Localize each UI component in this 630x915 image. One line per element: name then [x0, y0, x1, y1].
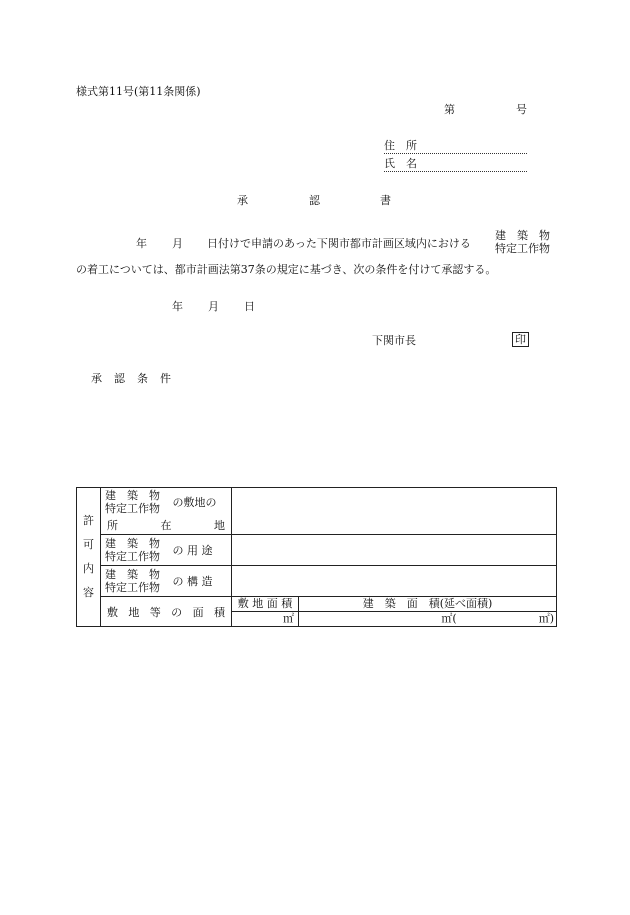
name-field[interactable] [384, 157, 527, 172]
building-area-header: 建 築 面 積(延べ面積) [299, 597, 557, 612]
name-label: 氏 名 [384, 157, 527, 172]
row1-option-building: 建 築 物 [105, 489, 160, 502]
area-char-4: の [171, 605, 183, 619]
area-char-2: 地 [128, 605, 140, 619]
conditions-char-4: 件 [160, 372, 171, 385]
row2-suffix: の 用 途 [171, 535, 232, 566]
title-char-1: 承 [237, 194, 248, 207]
address-field[interactable] [384, 139, 527, 154]
body-line2-text: の着工については、都市計画法第37条の規定に基づき、次の条件を付けて承認する。 [76, 263, 497, 276]
area-char-5: 面 [192, 605, 204, 619]
row3-suffix: の 構 造 [171, 566, 232, 597]
row2-option-special: 特定工作物 [105, 550, 160, 563]
site-area-unit: ㎡ [283, 612, 294, 625]
row1-location-label [101, 516, 232, 535]
row3-option-special: 特定工作物 [105, 581, 160, 594]
floor-area-open: ( [452, 612, 457, 625]
date-year: 年 [172, 300, 183, 313]
permit-content-side-header [77, 488, 101, 627]
seal-text: 印 [512, 332, 529, 347]
area-label [101, 597, 232, 627]
title-char-3: 書 [380, 194, 391, 207]
conditions-char-1: 承 [91, 372, 102, 385]
conditions-char-2: 認 [114, 372, 125, 385]
number-prefix: 第 [444, 103, 455, 116]
side-char-3: 内 [83, 562, 94, 575]
area-char-6: 積 [213, 605, 225, 619]
location-char-1: 所 [107, 519, 118, 532]
side-char-2: 可 [83, 538, 94, 551]
title-char-2: 認 [309, 194, 320, 207]
row1-options [101, 488, 171, 517]
number-suffix: 号 [516, 103, 527, 116]
option-building: 建 築 物 [495, 229, 550, 242]
date-day: 日 [244, 300, 255, 313]
conditions-char-3: 条 [137, 372, 148, 385]
building-area-value[interactable] [299, 612, 557, 627]
body-structure-options [495, 229, 550, 255]
floor-area-close: ㎡) [538, 612, 554, 625]
row3-options [101, 566, 171, 597]
side-char-1: 許 [83, 514, 94, 527]
row2-options [101, 535, 171, 566]
option-special-structure: 特定工作物 [495, 242, 550, 255]
issuer-label: 下関市長 [372, 334, 416, 347]
permit-content-table [76, 487, 557, 627]
site-area-header: 敷 地 面 積 [232, 597, 299, 612]
body-line1-text: 日付けで申請のあった下関市都市計画区域内における [207, 237, 471, 250]
row3-option-building: 建 築 物 [105, 568, 160, 581]
row2-option-building: 建 築 物 [105, 537, 160, 550]
side-char-4: 容 [83, 586, 94, 599]
address-label: 住 所 [384, 139, 527, 154]
location-char-2: 在 [160, 519, 172, 532]
date-month: 月 [208, 300, 219, 313]
usage-value[interactable] [232, 535, 557, 566]
building-area-unit: ㎡ [441, 612, 453, 625]
site-location-value[interactable] [232, 488, 557, 535]
location-char-3: 地 [214, 519, 225, 532]
form-number-header: 様式第11号(第11条関係) [76, 85, 201, 98]
body-month: 月 [172, 237, 183, 250]
body-year: 年 [136, 237, 147, 250]
structure-value[interactable] [232, 566, 557, 597]
row1-option-special: 特定工作物 [105, 502, 160, 515]
seal-mark [512, 333, 529, 347]
area-char-1: 敷 [107, 605, 118, 619]
area-char-3: 等 [149, 605, 161, 619]
row1-suffix: の敷地の [171, 488, 232, 517]
site-area-value[interactable] [232, 612, 299, 627]
